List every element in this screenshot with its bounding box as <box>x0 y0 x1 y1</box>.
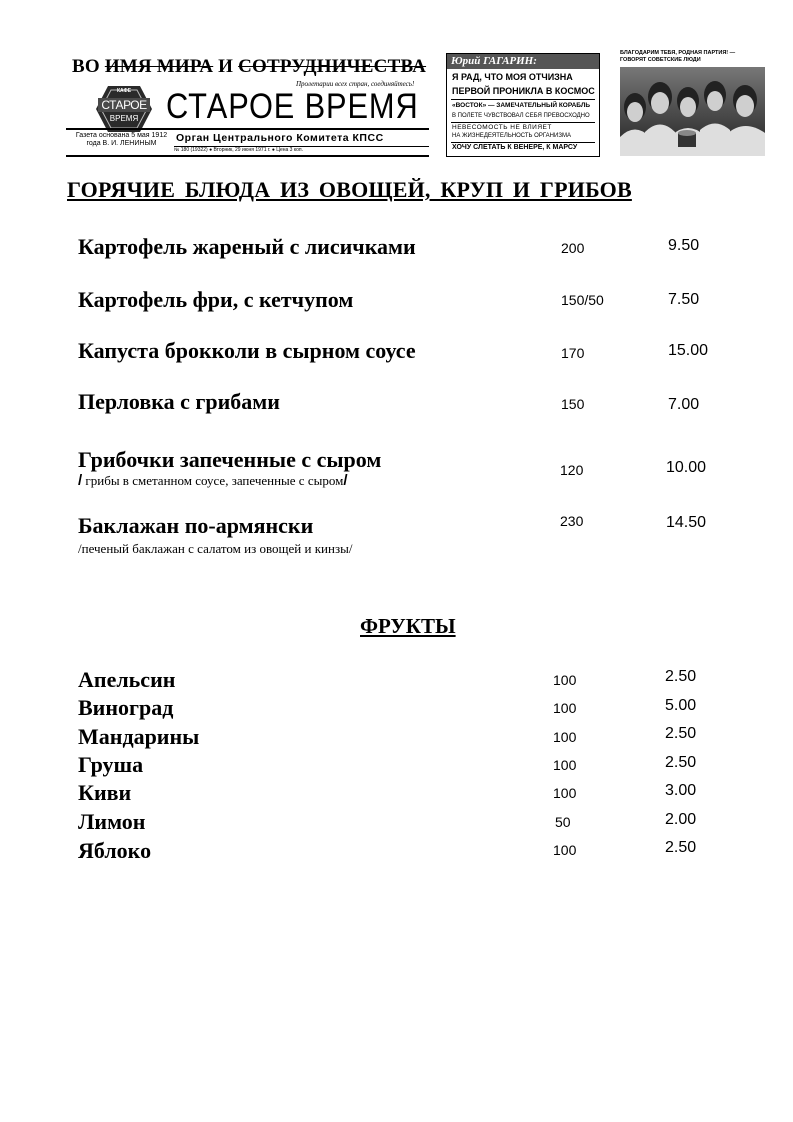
dish-price: 10.00 <box>666 459 707 476</box>
gagarin-line: «ВОСТОК» — ЗАМЕЧАТЕЛЬНЫЙ КОРАБЛЬ <box>452 102 591 109</box>
organ-subtitle: Орган Центрального Комитета КПСС <box>176 132 384 144</box>
dish-weight: 150/50 <box>561 292 604 308</box>
newspaper-masthead <box>66 50 429 157</box>
photo-caption-line1: БЛАГОДАРИМ ТЕБЯ, РОДНАЯ ПАРТИЯ! — <box>620 50 736 56</box>
people-photo <box>620 67 765 156</box>
dish-description: / грибы в сметанном соусе, запеченные с сыром/ <box>78 472 348 489</box>
motto-text-1: ВО <box>72 56 105 77</box>
motto-strike-2: СОТРУДНИЧЕСТВА <box>238 56 427 77</box>
masthead-divider <box>66 128 429 130</box>
masthead-motto <box>72 56 426 78</box>
fruit-price: 2.50 <box>665 839 697 856</box>
fruit-name: Яблоко <box>78 838 152 863</box>
gagarin-line: НА ЖИЗНЕДЕЯТЕЛЬНОСТЬ ОРГАНИЗМА <box>452 133 571 139</box>
fruit-name: Лимон <box>78 809 146 834</box>
dish-description-text: грибы в сметанном соусе, запеченные с сыром <box>82 473 344 488</box>
dish-price: 15.00 <box>668 342 709 359</box>
dish-price: 14.50 <box>666 514 707 531</box>
gagarin-divider <box>451 142 595 143</box>
logo-kafe-label: КАФЕ <box>117 88 132 94</box>
gagarin-line: Я РАД, ЧТО МОЯ ОТЧИЗНА <box>452 72 573 82</box>
fruit-price: 2.50 <box>665 754 697 771</box>
gagarin-divider <box>451 122 595 123</box>
fruit-name: Киви <box>78 780 132 805</box>
fruit-price: 2.00 <box>665 811 697 828</box>
dish-name: Перловка с грибами <box>78 389 280 414</box>
fruit-price: 2.50 <box>665 668 697 685</box>
dish-name: Картофель жареный с лисичками <box>78 234 416 259</box>
gagarin-divider <box>451 99 595 100</box>
fruit-weight: 100 <box>553 672 577 688</box>
dish-name: Грибочки запеченные с сыром <box>78 447 382 472</box>
dish-weight: 120 <box>560 462 584 478</box>
dish-weight: 150 <box>561 396 585 412</box>
dish-price: 7.00 <box>668 396 700 413</box>
fruit-weight: 100 <box>553 729 577 745</box>
newspaper-title: СТАРОЕ ВРЕМЯ <box>166 87 419 126</box>
gagarin-line: ПЕРВОЙ ПРОНИКЛА В КОСМОС <box>452 86 595 96</box>
gagarin-name: Юрий ГАГАРИН: <box>447 54 599 69</box>
fruit-weight: 100 <box>553 700 577 716</box>
logo-title-line1: СТАРОЕ <box>101 98 147 112</box>
fruit-weight: 50 <box>555 814 571 830</box>
dish-price: 7.50 <box>668 291 700 308</box>
masthead-slogan: Пролетарии всех стран, соединяйтесь! <box>296 80 415 88</box>
hot-dishes-section-title: ГОРЯЧИЕ БЛЮДА ИЗ ОВОЩЕЙ, КРУП И ГРИБОВ <box>67 177 632 202</box>
photo-caption-line2: ГОВОРЯТ СОВЕТСКИЕ ЛЮДИ <box>620 57 701 63</box>
fruit-name: Виноград <box>78 695 174 720</box>
dish-weight: 200 <box>561 240 585 256</box>
fruit-weight: 100 <box>553 757 577 773</box>
masthead-bottom-rule <box>66 155 429 157</box>
dish-name: Баклажан по-армянски <box>78 513 314 538</box>
dish-name: Картофель фри, с кетчупом <box>78 287 354 312</box>
fruit-name: Мандарины <box>78 724 200 749</box>
dish-weight: 170 <box>561 345 585 361</box>
gagarin-line: ХОЧУ СЛЕТАТЬ К ВЕНЕРЕ, К МАРСУ <box>452 144 578 151</box>
dish-description: /печеный баклажан с салатом из овощей и кинзы/ <box>78 541 353 556</box>
gagarin-line: НЕВЕСОМОСТЬ НЕ ВЛИЯЕТ <box>452 124 552 131</box>
logo-title-line2: ВРЕМЯ <box>109 114 139 123</box>
motto-strike-1: ИМЯ МИРА <box>104 56 214 77</box>
dish-price: 9.50 <box>668 237 700 254</box>
motto-text-2: И <box>213 56 239 77</box>
dish-weight: 230 <box>560 513 584 529</box>
fruit-price: 3.00 <box>665 782 697 799</box>
gagarin-headline-box <box>446 53 600 157</box>
fruit-price: 2.50 <box>665 725 697 742</box>
fruit-price: 5.00 <box>665 697 697 714</box>
dish-name: Капуста брокколи в сырном соусе <box>78 338 416 363</box>
fruit-name: Груша <box>78 752 144 777</box>
newspaper-photo-block <box>620 50 765 156</box>
gagarin-line: В ПОЛЕТЕ ЧУВСТВОВАЛ СЕБЯ ПРЕВОСХОДНО <box>452 113 590 119</box>
founded-note: Газета основана 5 мая 1912 года В. И. ЛЕНИНЫМ <box>75 132 168 147</box>
fruit-weight: 100 <box>553 842 577 858</box>
fruit-weight: 100 <box>553 785 577 801</box>
photo-caption <box>620 50 765 64</box>
fruit-name: Апельсин <box>78 667 176 692</box>
fruits-section-title: ФРУКТЫ <box>360 614 456 638</box>
issue-line: № 180 (19322) ● Вторник, 29 июня 1971 г. ● Цена 3 коп. <box>174 147 303 153</box>
